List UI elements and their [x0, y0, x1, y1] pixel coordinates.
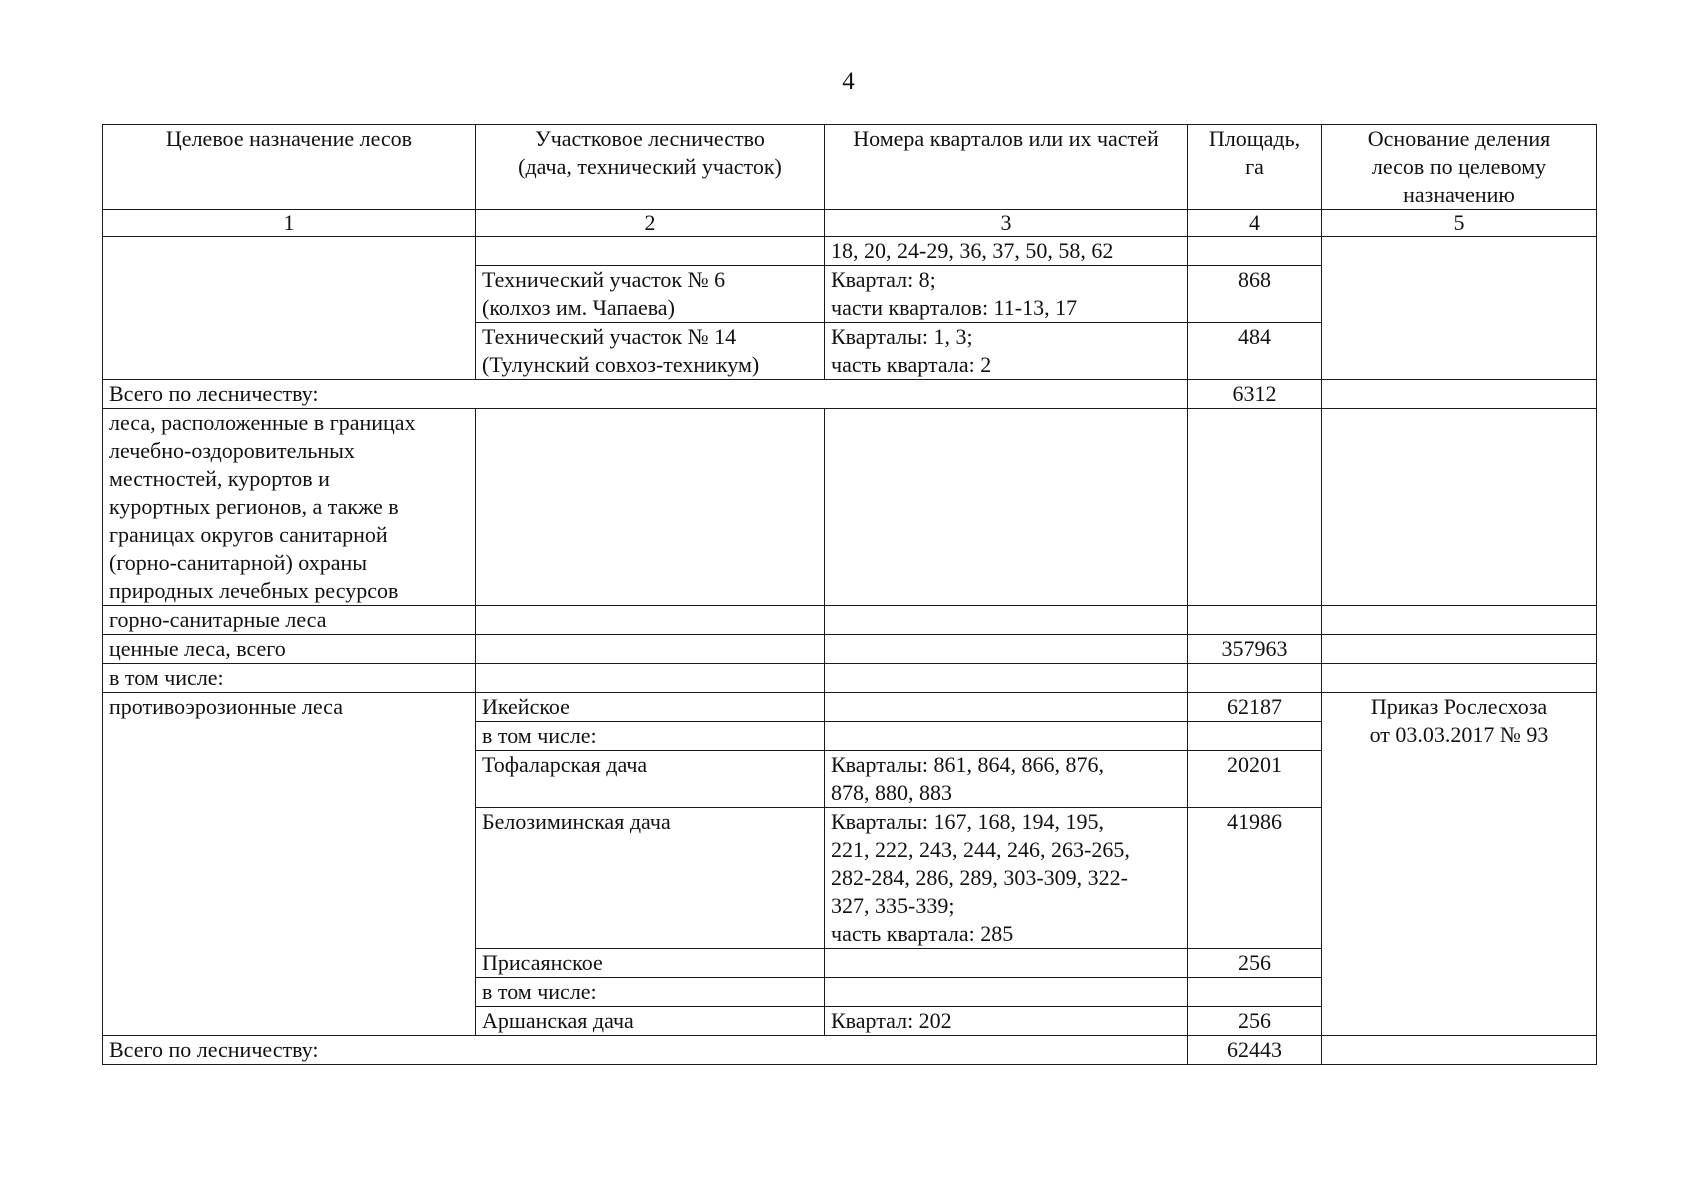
purpose-cell: ценные леса, всего	[103, 635, 476, 664]
table-row	[103, 606, 1597, 635]
area-cell: 62187	[1188, 693, 1322, 722]
section-name-line1: Технический участок № 14	[482, 324, 737, 349]
basis-cell	[1322, 237, 1597, 380]
forestry-cell	[476, 266, 825, 323]
area-cell	[1188, 664, 1322, 693]
header-forestry-line1: Участковое лесничество	[535, 126, 765, 151]
forest-purpose-table	[102, 124, 1597, 1065]
header-quarters-text: Номера кварталов или их частей	[853, 126, 1159, 151]
table-row	[103, 409, 1597, 606]
forestry-cell	[476, 409, 825, 606]
purpose-cell: горно-санитарные леса	[103, 606, 476, 635]
area-cell: 256	[1188, 1007, 1322, 1036]
purpose-line: курортных регионов, а также в	[109, 494, 399, 519]
total-area: 62443	[1188, 1036, 1322, 1065]
header-basis-line1: Основание деления	[1367, 126, 1551, 151]
area-cell: 484	[1188, 323, 1322, 380]
quarters-line1: Кварталы: 1, 3;	[831, 324, 973, 349]
area-cell: 20201	[1188, 751, 1322, 808]
quarters-line4: 327, 335-339;	[831, 893, 955, 918]
forestry-cell: Присаянское	[476, 949, 825, 978]
quarters-cell	[825, 323, 1188, 380]
column-number: 4	[1188, 210, 1322, 237]
area-cell: 868	[1188, 266, 1322, 323]
header-purpose-text: Целевое назначение лесов	[165, 126, 413, 151]
basis-line2: от 03.03.2017 № 93	[1369, 722, 1549, 747]
quarters-cell	[825, 266, 1188, 323]
section-name-line1: Технический участок № 6	[482, 267, 726, 292]
table-row	[103, 635, 1597, 664]
purpose-line: границах округов санитарной	[109, 522, 388, 547]
forestry-cell: Тофаларская дача	[476, 751, 825, 808]
quarters-line2: части кварталов: 11-13, 17	[831, 295, 1078, 320]
header-area-line2: га	[1245, 154, 1264, 179]
quarters-line5: часть квартала: 285	[831, 921, 1014, 946]
section-name-line2: (Тулунский совхоз-техникум)	[482, 352, 760, 377]
quarters-cell	[825, 664, 1188, 693]
quarters-cell: 18, 20, 24-29, 36, 37, 50, 58, 62	[825, 237, 1188, 266]
quarters-cell	[825, 751, 1188, 808]
table-header-row	[103, 125, 1597, 210]
purpose-cell	[103, 409, 476, 606]
quarters-cell	[825, 978, 1188, 1007]
quarters-cell	[825, 722, 1188, 751]
quarters-cell	[825, 635, 1188, 664]
total-label: Всего по лесничеству:	[103, 380, 1188, 409]
basis-cell	[1322, 693, 1597, 1036]
purpose-cell: в том числе:	[103, 664, 476, 693]
basis-cell	[1322, 409, 1597, 606]
header-forestry	[476, 125, 825, 210]
forestry-cell: Икейское	[476, 693, 825, 722]
forestry-cell	[476, 237, 825, 266]
area-cell: 256	[1188, 949, 1322, 978]
purpose-line: лечебно-оздоровительных	[109, 438, 355, 463]
quarters-line1: Кварталы: 167, 168, 194, 195,	[831, 809, 1104, 834]
basis-line1: Приказ Рослесхоза	[1370, 694, 1548, 719]
quarters-cell	[825, 606, 1188, 635]
area-cell: 41986	[1188, 808, 1322, 949]
forestry-cell: Белозиминская дача	[476, 808, 825, 949]
forestry-cell	[476, 606, 825, 635]
area-cell	[1188, 237, 1322, 266]
area-cell	[1188, 409, 1322, 606]
quarters-line2: 221, 222, 243, 244, 246, 263-265,	[831, 837, 1130, 862]
page-number: 4	[842, 68, 855, 95]
table-row	[103, 237, 1597, 266]
basis-cell	[1322, 635, 1597, 664]
quarters-line1: Квартал: 8;	[831, 267, 936, 292]
purpose-cell: противоэрозионные леса	[103, 693, 476, 1036]
header-basis-line2: лесов по целевому	[1371, 154, 1547, 179]
purpose-line: местностей, курортов и	[109, 466, 330, 491]
forestry-cell	[476, 635, 825, 664]
total-label: Всего по лесничеству:	[103, 1036, 1188, 1065]
purpose-line: природных лечебных ресурсов	[109, 578, 399, 603]
forestry-cell	[476, 664, 825, 693]
basis-cell	[1322, 380, 1597, 409]
header-area-line1: Площадь,	[1208, 126, 1301, 151]
column-number: 3	[825, 210, 1188, 237]
header-purpose	[103, 125, 476, 210]
quarters-cell	[825, 949, 1188, 978]
purpose-line: леса, расположенные в границах	[109, 410, 416, 435]
forestry-cell: Аршанская дача	[476, 1007, 825, 1036]
column-number: 2	[476, 210, 825, 237]
quarters-cell: Квартал: 202	[825, 1007, 1188, 1036]
quarters-line1: Кварталы: 861, 864, 866, 876,	[831, 752, 1104, 777]
section-name-line2: (колхоз им. Чапаева)	[482, 295, 675, 320]
table-row	[103, 664, 1597, 693]
quarters-cell	[825, 693, 1188, 722]
total-row	[103, 380, 1597, 409]
quarters-line2: 878, 880, 883	[831, 780, 952, 805]
basis-cell	[1322, 1036, 1597, 1065]
column-number: 5	[1322, 210, 1597, 237]
header-quarters	[825, 125, 1188, 210]
header-basis-line3: назначению	[1403, 182, 1515, 207]
purpose-line: (горно-санитарной) охраны	[109, 550, 368, 575]
area-cell	[1188, 722, 1322, 751]
basis-cell	[1322, 606, 1597, 635]
area-cell: 357963	[1188, 635, 1322, 664]
header-basis	[1322, 125, 1597, 210]
total-row	[103, 1036, 1597, 1065]
quarters-line2: часть квартала: 2	[831, 352, 992, 377]
forestry-cell	[476, 323, 825, 380]
area-cell	[1188, 606, 1322, 635]
quarters-cell	[825, 808, 1188, 949]
forestry-cell: в том числе:	[476, 978, 825, 1007]
column-number-row	[103, 210, 1597, 237]
quarters-line3: 282-284, 286, 289, 303-309, 322-	[831, 865, 1128, 890]
header-area	[1188, 125, 1322, 210]
area-cell	[1188, 978, 1322, 1007]
quarters-cell	[825, 409, 1188, 606]
header-forestry-line2: (дача, технический участок)	[518, 154, 782, 179]
purpose-cell	[103, 237, 476, 380]
table-row	[103, 693, 1597, 722]
forestry-cell: в том числе:	[476, 722, 825, 751]
total-area: 6312	[1188, 380, 1322, 409]
basis-cell	[1322, 664, 1597, 693]
column-number: 1	[103, 210, 476, 237]
